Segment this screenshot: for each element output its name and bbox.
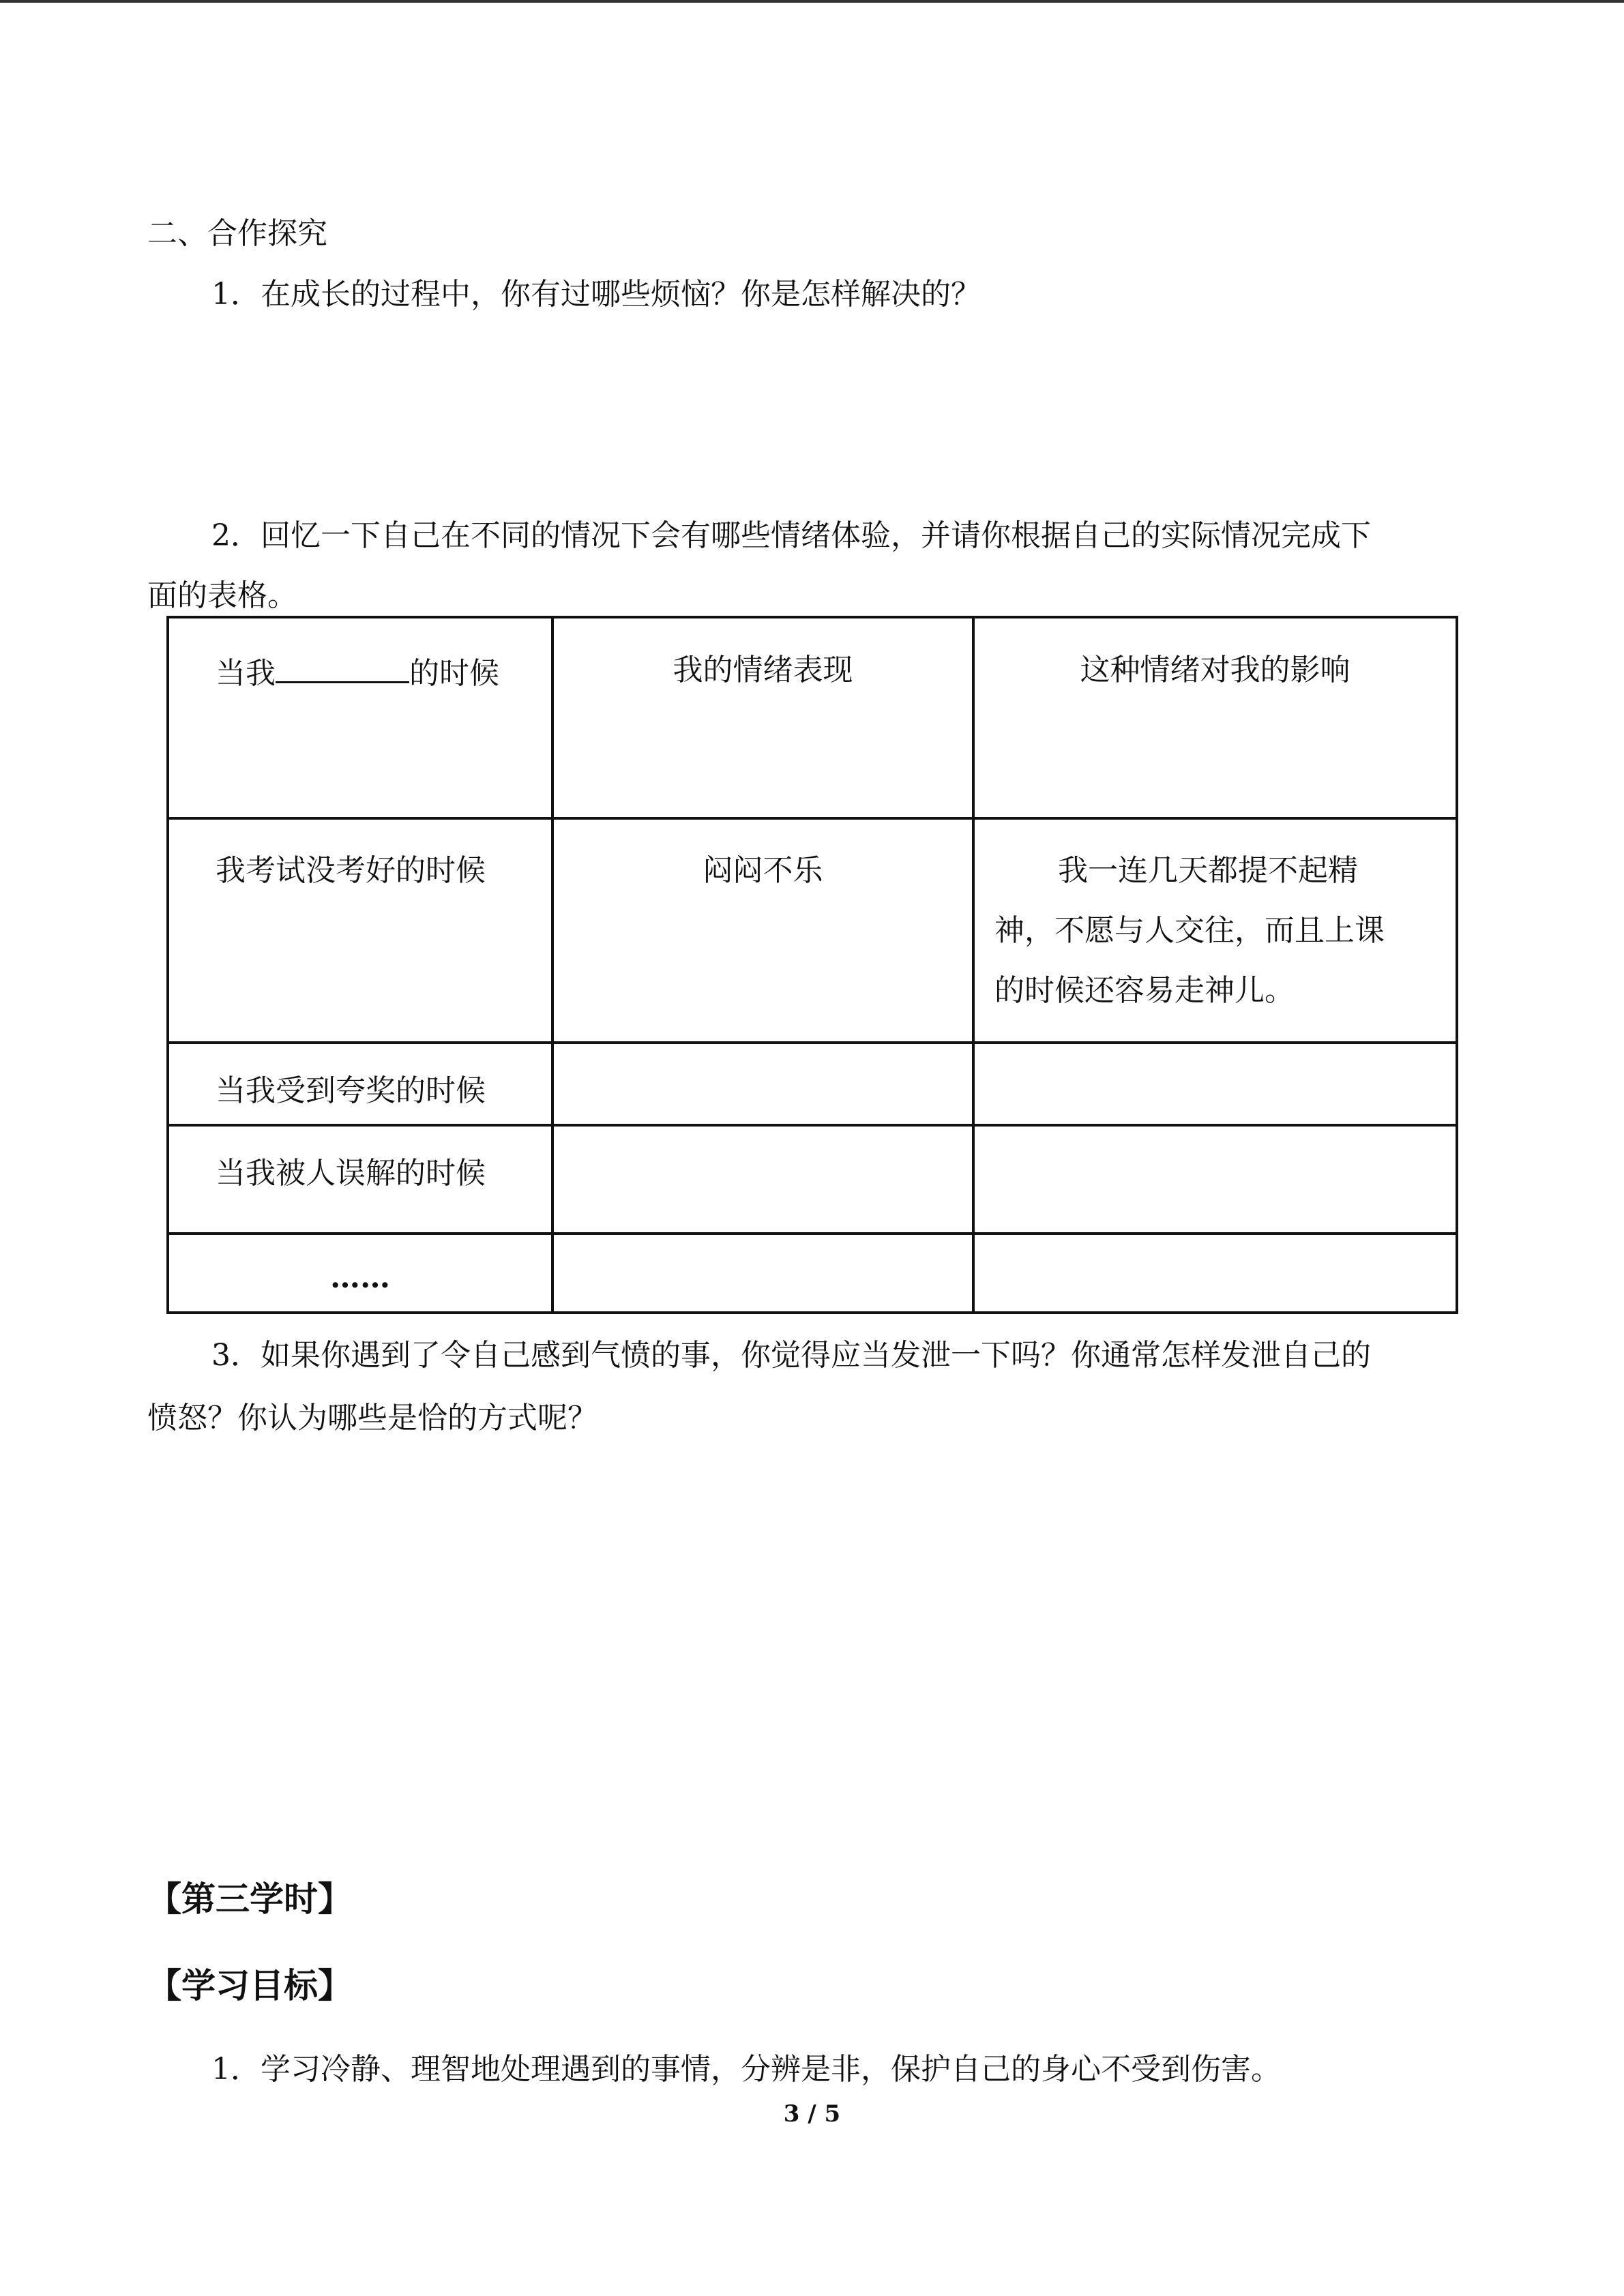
table-header-emotion: 我的情绪表现: [673, 653, 853, 687]
emotion-table: [166, 616, 1458, 1314]
table-row-1-impact-line-1: 我一连几天都提不起精: [1058, 853, 1358, 888]
table-row-2-situation: 当我受到夸奖的时候: [216, 1073, 486, 1108]
section-heading-third-lesson: 【第三学时】: [147, 1879, 352, 1919]
table-row-1-situation: 我考试没考好的时候: [216, 853, 486, 888]
header-situation-prefix: 当我: [216, 656, 276, 691]
table-row-1-impact-line-3: 的时候还容易走神儿。: [994, 973, 1295, 1008]
table-row-divider: [169, 1041, 1456, 1044]
question-1: 1．在成长的过程中，你有过哪些烦恼？你是怎样解决的？: [211, 277, 981, 312]
question-3-line-2: 愤怒？你认为哪些是恰的方式呢？: [147, 1401, 597, 1435]
header-situation-suffix: 的时候: [409, 656, 499, 691]
page-number: 3 / 5: [783, 2100, 841, 2128]
table-row-3-situation: 当我被人误解的时候: [216, 1156, 486, 1191]
table-col-divider: [551, 618, 554, 1311]
question-3-line-1: 3．如果你遇到了令自己感到气愤的事，你觉得应当发泄一下吗？你通常怎样发泄自己的: [211, 1338, 1371, 1373]
fill-in-blank[interactable]: [276, 650, 409, 683]
table-row-divider: [169, 1232, 1456, 1235]
question-2-line-2: 面的表格。: [147, 578, 297, 613]
table-header-situation: [216, 650, 499, 694]
table-header-impact: 这种情绪对我的影响: [1080, 653, 1350, 687]
page-top-border: [0, 0, 1624, 3]
table-row-1-impact-line-2: 神，不愿与人交往，而且上课: [994, 913, 1385, 948]
table-col-divider: [972, 618, 975, 1311]
learning-goal-1: 1．学习冷静、理智地处理遇到的事情，分辨是非，保护自己的身心不受到伤害。: [211, 2052, 1281, 2087]
section-heading-learning-goals: 【学习目标】: [147, 1965, 352, 2006]
section-heading-cooperative: 二、合作探究: [147, 216, 327, 251]
question-2-line-1: 2．回忆一下自己在不同的情况下会有哪些情绪体验，并请你根据自己的实际情况完成下: [211, 518, 1371, 553]
table-row-divider: [169, 817, 1456, 820]
table-row-1-emotion: 闷闷不乐: [703, 853, 823, 888]
table-row-divider: [169, 1124, 1456, 1127]
table-row-4-situation: ……: [330, 1260, 390, 1295]
